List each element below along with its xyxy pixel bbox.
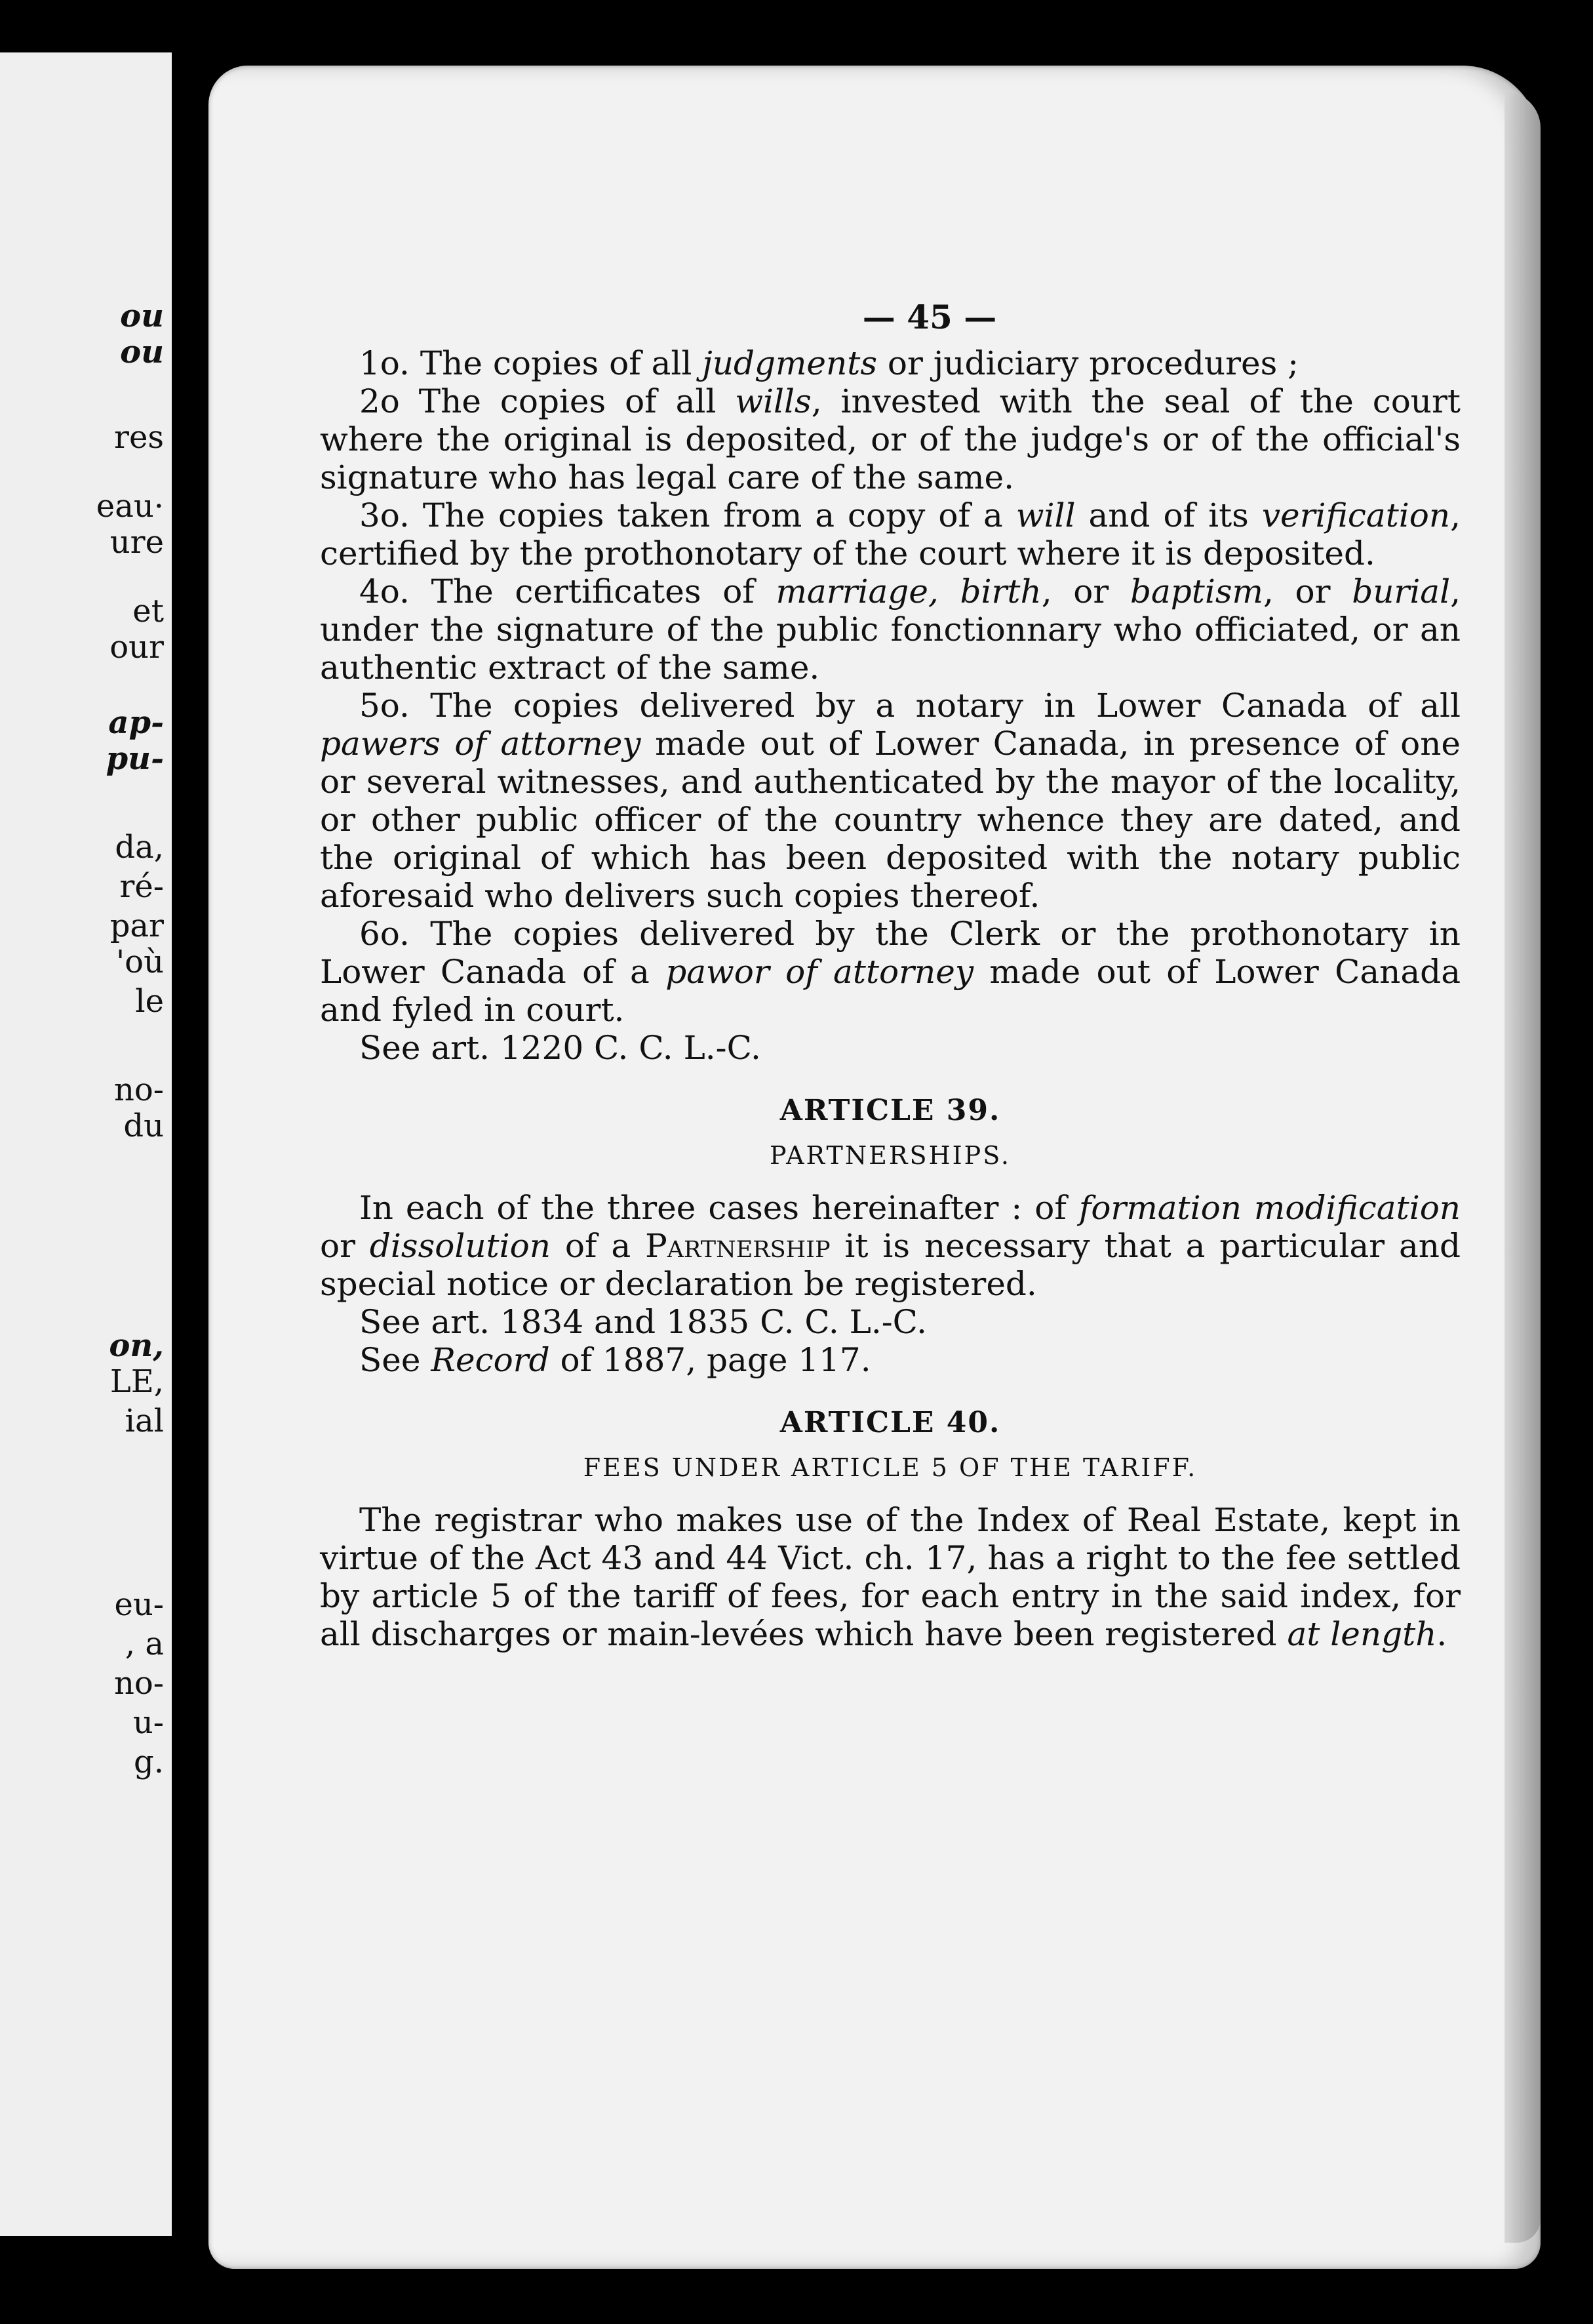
reference-art-1834: See art. 1834 and 1835 C. C. L.-C. (359, 1303, 927, 1341)
previous-page-fragment: no- (113, 1072, 164, 1108)
text-run: . (1436, 1615, 1447, 1653)
previous-page-fragment: ial (125, 1403, 164, 1439)
previous-page-fragment: ou (120, 334, 164, 371)
page-number: — 45 — (862, 298, 997, 336)
italic-text-run: pawor of attorney (665, 953, 974, 991)
text-run: 6o. The copies delivered by the Clerk or the prothonotary in Lower Canada of a (320, 915, 1461, 991)
text-run: , certified by the prothonotary of the court where it is deposited. (320, 496, 1461, 572)
italic-text-run: baptism (1130, 572, 1263, 611)
previous-page-strip (0, 52, 172, 2236)
text-run: The registrar who makes use of the Index of Real Estate, kept in virtue of the Act 43 and 44 Vict. ch. 17, has a right to the fee settled by article 5 of the tariff of fees, for each entry in the said index, for all discharges or main-levées which have been registered (320, 1501, 1461, 1653)
page-body (320, 298, 1461, 1653)
text-run: Partnership (645, 1227, 831, 1265)
italic-text-run: formation modification (1078, 1189, 1461, 1227)
previous-page-fragment: ap- (108, 704, 164, 741)
text-run: , under the signature of the public fonctionnary who officiated, or an authentic extract of the same. (320, 572, 1461, 687)
text-run: of a (550, 1227, 646, 1265)
reference-record-1887 (320, 1341, 1461, 1379)
article-40-subheading: FEES UNDER ARTICLE 5 OF THE TARIFF. (583, 1453, 1198, 1482)
text-run: 5o. The copies delivered by a notary in Lower Canada of all (359, 687, 1461, 725)
previous-page-fragment: eu- (114, 1586, 164, 1623)
book-page (208, 66, 1541, 2269)
text-run: made out of Lower Canada, in presence of one or several witnesses, and authenticated by the mayor of the locality, or other public officer of the country whence they are dated, and the original of which has been deposited with the notary public aforesaid who delivers such copies thereof. (320, 725, 1461, 915)
previous-page-fragment: on, (109, 1327, 164, 1364)
page-edge-shadow (1504, 92, 1541, 2243)
text-run: or (320, 1227, 370, 1265)
previous-page-fragment: et (132, 593, 164, 630)
copy-type-item (320, 344, 1461, 382)
text-run: and of its (1075, 496, 1262, 534)
copy-type-item (320, 572, 1461, 687)
article-39-heading: ARTICLE 39. (779, 1094, 1001, 1127)
text-run: made out of Lower Canada and fyled in court. (320, 953, 1461, 1029)
previous-page-fragment: res (114, 419, 164, 456)
previous-page-fragment: LE, (109, 1363, 164, 1400)
text-run: it is necessary that a particular and special notice or declaration be registered. (320, 1227, 1461, 1303)
previous-page-fragment: par (109, 908, 164, 944)
italic-text-run: verification (1261, 496, 1451, 534)
enumerated-copies-list (320, 344, 1461, 1029)
previous-page-fragment: our (109, 629, 164, 666)
text-run: 2o The copies of all (359, 382, 736, 420)
article-40-body (320, 1501, 1461, 1653)
copy-type-item (320, 915, 1461, 1029)
previous-page-fragment: eau· (96, 488, 164, 525)
previous-page-text-fragments (0, 52, 172, 2236)
text-run: of 1887, page 117. (549, 1341, 871, 1379)
previous-page-fragment: ré- (119, 868, 164, 905)
article-39-subheading: PARTNERSHIPS. (770, 1141, 1011, 1170)
italic-text-run: marriage, birth (776, 572, 1042, 611)
previous-page-fragment: da, (115, 829, 164, 866)
previous-page-fragment: ou (120, 298, 164, 334)
italic-text-run: at length (1287, 1615, 1437, 1653)
copy-type-item (320, 496, 1461, 572)
italic-text-run: wills (735, 382, 812, 420)
previous-page-fragment: u- (132, 1704, 164, 1741)
italic-text-run: pawers of attorney (320, 725, 641, 763)
italic-text-run: judgments (702, 344, 877, 382)
text-run: 1o. The copies of all (359, 344, 703, 382)
previous-page-fragment: , a (125, 1626, 164, 1662)
text-run: In each of the three cases hereinafter : of (359, 1189, 1079, 1227)
copy-type-item (320, 687, 1461, 915)
text-run: 4o. The certificates of (359, 572, 776, 611)
text-run: , or (1041, 572, 1130, 611)
text-run: , invested with the seal of the court where the original is deposited, or of the judge's or of the official's signature who has legal care of the same. (320, 382, 1461, 496)
previous-page-fragment: no- (113, 1665, 164, 1702)
previous-page-fragment: pu- (106, 740, 164, 777)
italic-text-run: Record (431, 1341, 550, 1379)
article-39-body (320, 1189, 1461, 1303)
previous-page-fragment: ure (109, 524, 164, 561)
text-run: See (359, 1341, 431, 1379)
italic-text-run: dissolution (369, 1227, 551, 1265)
previous-page-fragment: le (135, 983, 164, 1020)
previous-page-fragment: g. (134, 1744, 164, 1780)
previous-page-fragment: 'où (115, 944, 164, 980)
text-run: 3o. The copies taken from a copy of a (359, 496, 1016, 534)
italic-text-run: burial (1352, 572, 1451, 611)
text-run: , or (1263, 572, 1352, 611)
previous-page-fragment: du (123, 1108, 164, 1144)
text-run: or judiciary procedures ; (876, 344, 1299, 382)
italic-text-run: will (1015, 496, 1076, 534)
reference-art-1220: See art. 1220 C. C. L.-C. (359, 1029, 761, 1067)
copy-type-item (320, 382, 1461, 496)
article-40-heading: ARTICLE 40. (779, 1406, 1001, 1439)
